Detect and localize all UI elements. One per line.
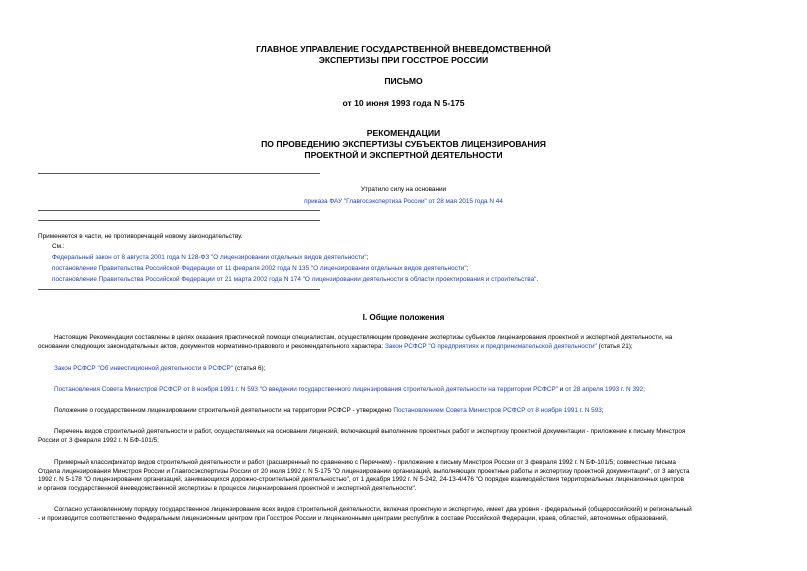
doc-date: от 10 июня 1993 года N 5-175: [342, 98, 465, 108]
see-item-1: Федеральный закон от 8 августа 2001 года N 128-ФЗ "О лицензировании отдельных видов деятельности";: [52, 254, 369, 261]
org-name-line2: ЭКСПЕРТИЗЫ ПРИ ГОССТРОЕ РОССИИ: [318, 55, 489, 65]
paragraph-3: Постановления Совета Министров РСФСР от 8 ноября 1991 г. N 593 "О введении государственного лицензирования строительной деятельности на территории РСФСР" и от 28 апреля 1993 г. N 392;: [54, 386, 645, 393]
resolution-link-593[interactable]: Постановления Совета Министров РСФСР от 8 ноября 1991 г. N 593 "О введении государственного лицензирования строительной деятельности на территории РСФСР": [54, 386, 558, 393]
resolution-link-392[interactable]: от 28 апреля 1993 г. N 392: [565, 386, 644, 393]
divider: [38, 210, 320, 211]
divider: [38, 220, 320, 221]
paragraph-1: Настоящие Рекомендации составлены в целях оказания практической помощи специалистам, осуществляющим проведение экспертизы субъектов лицензирования проектной и экспертной деятельности, на основании следующих законодательных актов, документов нормативно-правового и рекомендательного характера: Закон РСФСР "О предприятиях и предпринимательской деятельности" (статья 21);: [38, 334, 673, 350]
resolution-link-174[interactable]: постановление Правительства Российской Федерации от 21 марта 2002 года N 174 "О лицензировании деятельности в области проектирования и строительства": [52, 276, 537, 283]
divider: [38, 173, 320, 174]
paragraph-7: Согласно установленному порядку государственное лицензирование всех видов строительной деятельности, включая проектную и экспертную, имеет два уровня - федеральный (общероссийский) и региональный - и производится соответственно Федеральным лицензионным центром при Госстрое России и лицензионными центрами республик в составе Российской Федерации, краев, областей, автономных образований,: [38, 506, 692, 522]
paragraph-6: Примерный классификатор видов строительной деятельности и работ (расширенный по сравнению с Перечнем) - приложение к письму Минстроя России от 3 февраля 1992 г. N БФ-101/5; совместные письма Отдела лицензирования Минстроя России и Главгосэкспертизы России от 20 июля 1992 г. N 5-175 "О лицензировании организаций, выполняющих проектные работы и экспертизу проектной документации", от 3 августа 1992 г. N 5-178 "О лицензировании организаций, занимающихся дорожно-строительной деятельностью", от 1 декабря 1992 г. N 5-242, 24-13-4/476 "О порядке взаимодействия территориальных лицензионных центров и органов государственной вневедомственной экспертизы в процессе лицензирования проектной и экспертной деятельности".: [38, 459, 690, 492]
law-link-investment[interactable]: Закон РСФСР "Об инвестиционной деятельности в РСФСР": [54, 365, 234, 372]
divider: [38, 289, 320, 290]
law-link-enterprises[interactable]: Закон РСФСР "О предприятиях и предпринимательской деятельности": [384, 342, 597, 350]
org-name-line1: ГЛАВНОЕ УПРАВЛЕНИЕ ГОСУДАРСТВЕННОЙ ВНЕВЕДОМСТВЕННОЙ: [256, 44, 551, 54]
see-label: См.:: [52, 243, 65, 250]
expired-label: Утратило силу на основании: [360, 186, 447, 193]
doc-title-line1: РЕКОМЕНДАЦИИ: [366, 128, 441, 138]
expired-link[interactable]: приказа ФАУ "Главгосэкспертиза России" от 28 мая 2015 года N 44: [304, 198, 503, 205]
doc-title-line2: ПО ПРОВЕДЕНИЮ ЭКСПЕРТИЗЫ СУБЪЕКТОВ ЛИЦЕНЗИРОВАНИЯ: [261, 139, 546, 149]
expired-link-row: [0, 198, 807, 206]
see-item-2: постановление Правительства Российской Федерации от 11 февраля 2002 года N 135 "О лицензировании отдельных видов деятельности";: [52, 265, 469, 272]
doc-type: ПИСЬМО: [384, 76, 423, 86]
applicability-note: Применяется в части, не противоречащей новому законодательству.: [38, 233, 243, 240]
paragraph-5: Перечень видов строительной деятельности и работ, осуществляемых на основании лицензий, включающий выполнение проектных работ и экспертизу проектной документации - приложение к письму Минстроя России от 3 февраля 1992 г. N БФ-101/5;: [38, 428, 686, 444]
law-link-128fz[interactable]: Федеральный закон от 8 августа 2001 года N 128-ФЗ "О лицензировании отдельных видов деятельности": [52, 254, 367, 261]
paragraph-4: Положение о государственном лицензировании строительной деятельности на территории РСФСР - утверждено Постановлением Совета Министров РСФСР от 8 ноября 1991 г. N 593;: [54, 407, 604, 414]
paragraph-2: Закон РСФСР "Об инвестиционной деятельности в РСФСР" (статья 6);: [54, 365, 266, 372]
see-item-3: постановление Правительства Российской Федерации от 21 марта 2002 года N 174 "О лицензировании деятельности в области проектирования и строительства".: [52, 276, 539, 283]
resolution-link-135[interactable]: постановление Правительства Российской Федерации от 11 февраля 2002 года N 135 "О лицензировании отдельных видов деятельности": [52, 265, 467, 272]
doc-title-line3: ПРОЕКТНОЙ И ЭКСПЕРТНОЙ ДЕЯТЕЛЬНОСТИ: [304, 150, 503, 160]
section-heading: I. Общие положения: [362, 313, 445, 322]
resolution-link-593-approve[interactable]: Постановлением Совета Министров РСФСР от 8 ноября 1991 г. N 593: [393, 407, 602, 414]
